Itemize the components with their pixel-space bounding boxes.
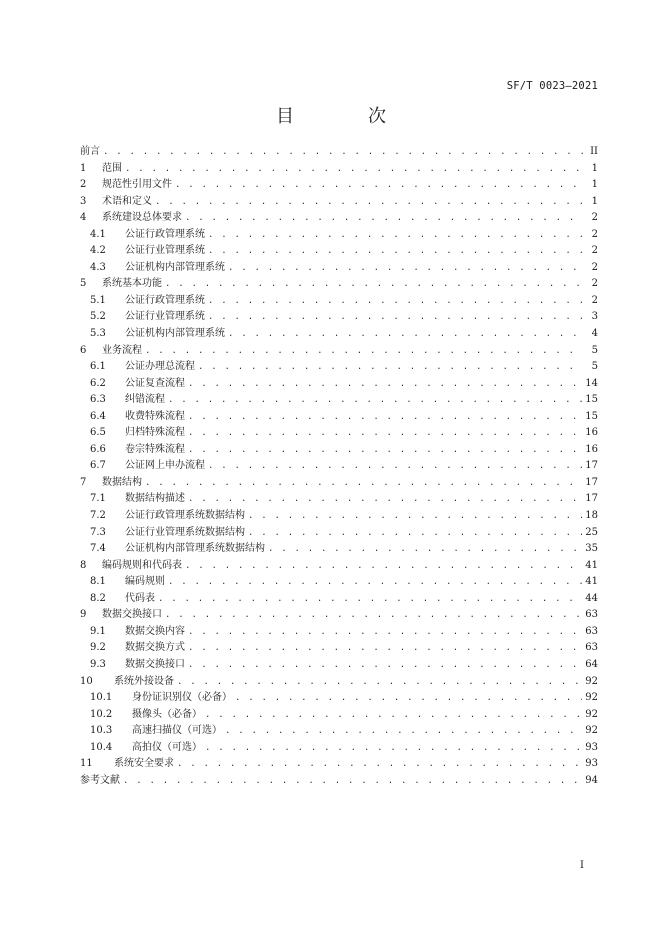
toc-entry-label: 系统外接设备	[114, 675, 174, 687]
toc-entry-label: 公证机构内部管理系统数据结构	[125, 543, 265, 555]
toc-entry-number: 6	[80, 344, 87, 356]
toc-entry-page: 2	[591, 294, 598, 306]
toc-dot-leader	[177, 674, 582, 691]
toc-dot-leader	[177, 756, 582, 773]
toc-entry-page: 63	[585, 625, 598, 637]
toc-entry-page: 15	[585, 410, 598, 422]
toc-dot-leader	[168, 574, 582, 591]
toc-entry-number: 6.4	[90, 410, 106, 422]
toc-entry[interactable]	[80, 161, 598, 178]
page-number: I	[580, 860, 584, 871]
toc-entry-page: 44	[585, 592, 598, 604]
toc-entry-page: 41	[585, 576, 598, 588]
toc-entry-page: 17	[585, 476, 598, 488]
toc-entry-page: 1	[591, 195, 598, 207]
toc-entry-label: 公证复查流程	[125, 377, 185, 389]
toc-entry[interactable]	[80, 458, 598, 475]
toc-entry-number: 4	[80, 212, 87, 224]
toc-entry-number: 9	[80, 609, 87, 621]
toc-entry-number: 10.4	[90, 741, 113, 753]
toc-dot-leader	[158, 591, 582, 608]
toc-entry-number: 6.3	[90, 394, 106, 406]
toc-entry-label: 编码规则	[125, 576, 165, 588]
toc-entry-page: 2	[591, 245, 598, 257]
toc-entry[interactable]	[80, 309, 598, 326]
toc-dot-leader	[145, 343, 583, 360]
toc-entry-page: 2	[591, 212, 598, 224]
toc-entry-page: 64	[585, 658, 598, 670]
toc-dot-leader	[188, 640, 582, 657]
toc-entry[interactable]	[80, 591, 598, 608]
toc-dot-leader	[198, 359, 583, 376]
toc-dot-leader	[235, 690, 582, 707]
toc-entry-page: 41	[585, 559, 598, 571]
toc-entry-label: 前言	[80, 146, 100, 157]
toc-entry[interactable]	[80, 326, 598, 343]
toc-dot-leader	[123, 773, 582, 790]
toc-entry-label: 数据交换方式	[125, 642, 185, 654]
toc-entry[interactable]	[80, 491, 598, 508]
toc-entry-page: 2	[591, 228, 598, 240]
toc-entry-label: 公证机构内部管理系统	[125, 328, 225, 340]
toc-entry-number: 10.3	[90, 725, 113, 737]
toc-entry-label: 公证行政管理系统	[125, 228, 205, 240]
toc-entry[interactable]	[80, 243, 598, 260]
toc-entry-number: 4.1	[90, 228, 106, 240]
toc-entry-page: 63	[585, 642, 598, 654]
toc-entry[interactable]	[80, 773, 598, 790]
toc-entry-number: 7.3	[90, 526, 106, 538]
toc-entry[interactable]	[80, 740, 598, 757]
toc-entry-page: 5	[591, 344, 598, 356]
toc-entry[interactable]	[80, 144, 598, 161]
toc-entry-page: 2	[591, 278, 598, 290]
toc-entry-label: 系统基本功能	[102, 278, 162, 290]
toc-dot-leader	[165, 607, 582, 624]
toc-dot-leader	[168, 392, 582, 409]
toc-entry-number: 5.3	[90, 328, 106, 340]
toc-entry-label: 公证行政管理系统数据结构	[125, 510, 245, 522]
toc-entry[interactable]	[80, 674, 598, 691]
toc-entry[interactable]	[80, 624, 598, 641]
toc-entry-number: 5.1	[90, 294, 106, 306]
toc-dot-leader	[188, 442, 582, 459]
toc-entry-label: 系统建设总体要求	[102, 212, 182, 224]
toc-dot-leader	[248, 508, 582, 525]
toc-entry[interactable]	[80, 359, 598, 376]
toc-entry-number: 7.2	[90, 510, 106, 522]
toc-entry-page: 92	[585, 708, 598, 720]
toc-entry-page: 92	[585, 675, 598, 687]
toc-entry-page: 35	[585, 543, 598, 555]
toc-entry[interactable]	[80, 756, 598, 773]
toc-entry-number: 6.2	[90, 377, 106, 389]
toc-entry[interactable]	[80, 210, 598, 227]
toc-dot-leader	[208, 227, 583, 244]
toc-entry[interactable]	[80, 640, 598, 657]
toc-dot-leader	[188, 376, 582, 393]
toc-entry[interactable]	[80, 558, 598, 575]
toc-dot-leader	[225, 723, 582, 740]
toc-entry-label: 公证行业管理系统	[125, 245, 205, 257]
toc-dot-leader	[188, 624, 582, 641]
toc-entry[interactable]	[80, 525, 598, 542]
toc-entry-number: 7.1	[90, 493, 106, 505]
toc-entry[interactable]	[80, 194, 598, 211]
toc-entry[interactable]	[80, 376, 598, 393]
toc-entry-number: 6.1	[90, 361, 106, 373]
toc-entry-label: 数据交换内容	[125, 625, 185, 637]
toc-entry-page: II	[590, 146, 598, 157]
toc-entry-page: 2	[591, 261, 598, 273]
toc-entry-page: 63	[585, 609, 598, 621]
toc-entry-page: 14	[585, 377, 598, 389]
toc-dot-leader	[165, 276, 583, 293]
toc-entry-number: 9.1	[90, 625, 106, 637]
toc-dot-leader	[185, 558, 582, 575]
toc-entry[interactable]	[80, 343, 598, 360]
toc-entry-label: 业务流程	[102, 344, 142, 356]
toc-entry-label: 范围	[102, 162, 122, 174]
toc-entry-label: 参考文献	[80, 774, 120, 786]
toc-dot-leader	[208, 243, 583, 260]
toc-entry[interactable]	[80, 425, 598, 442]
toc-dot-leader	[145, 475, 582, 492]
toc-entry-label: 公证办理总流程	[125, 361, 195, 373]
toc-entry-label: 公证行业管理系统数据结构	[125, 526, 245, 538]
toc-dot-leader	[188, 657, 582, 674]
toc-entry[interactable]	[80, 293, 598, 310]
toc-entry-page: 5	[591, 361, 598, 373]
toc-dot-leader	[188, 425, 582, 442]
toc-entry[interactable]	[80, 607, 598, 624]
toc-entry-number: 11	[80, 758, 93, 770]
toc-entry-label: 系统安全要求	[114, 758, 174, 770]
toc-entry-number: 4.3	[90, 261, 106, 273]
toc-dot-leader	[188, 409, 582, 426]
toc-entry-label: 公证行业管理系统	[125, 311, 205, 323]
toc-dot-leader	[208, 458, 582, 475]
toc-entry-label: 术语和定义	[102, 195, 152, 207]
toc-entry-label: 卷宗特殊流程	[125, 443, 185, 455]
toc-entry-page: 16	[585, 443, 598, 455]
toc-entry[interactable]	[80, 541, 598, 558]
document-code: SF/T 0023—2021	[506, 80, 598, 92]
toc-entry[interactable]	[80, 657, 598, 674]
toc-entry[interactable]	[80, 442, 598, 459]
toc-entry[interactable]	[80, 475, 598, 492]
toc-entry-number: 10.2	[90, 708, 113, 720]
toc-entry-label: 身份证识别仪（必备）	[132, 692, 232, 704]
toc-entry[interactable]	[80, 508, 598, 525]
toc-entry-label: 数据交换接口	[102, 609, 162, 621]
toc-dot-leader	[228, 260, 583, 277]
toc-entry-page: 17	[585, 460, 598, 472]
toc-entry[interactable]	[80, 707, 598, 724]
toc-entry[interactable]	[80, 574, 598, 591]
toc-entry-page: 4	[591, 328, 598, 340]
toc-entry-number: 10	[80, 675, 93, 687]
toc-entry-number: 8.2	[90, 592, 106, 604]
toc-entry-page: 15	[585, 394, 598, 406]
toc-entry-label: 代码表	[125, 592, 155, 604]
toc-dot-leader	[228, 326, 583, 343]
toc-dot-leader	[248, 525, 582, 542]
toc-entry-page: 17	[585, 493, 598, 505]
toc-entry-page: 93	[585, 741, 598, 753]
toc-entry-label: 公证机构内部管理系统	[125, 261, 225, 273]
toc-dot-leader	[103, 144, 583, 161]
toc-entry[interactable]	[80, 409, 598, 426]
toc-entry-label: 数据结构描述	[125, 493, 185, 505]
toc-entry-number: 5.2	[90, 311, 106, 323]
toc-dot-leader	[155, 194, 583, 211]
toc-entry-label: 高拍仪（可选）	[132, 741, 202, 753]
toc-entry-number: 4.2	[90, 245, 106, 257]
toc-dot-leader	[125, 161, 583, 178]
toc-entry-label: 纠错流程	[125, 394, 165, 406]
toc-entry-label: 摄像头（必备）	[132, 708, 202, 720]
toc-entry-page: 93	[585, 758, 598, 770]
toc-entry-label: 公证网上申办流程	[125, 460, 205, 472]
toc-dot-leader	[188, 491, 582, 508]
toc-entry-page: 16	[585, 427, 598, 439]
toc-entry-number: 8.1	[90, 576, 106, 588]
toc-entry-label: 规范性引用文件	[102, 179, 172, 191]
page-title: 目 次	[276, 106, 414, 127]
toc-entry[interactable]	[80, 392, 598, 409]
toc-entry-number: 9.2	[90, 642, 106, 654]
toc-dot-leader	[208, 293, 583, 310]
toc-dot-leader	[268, 541, 582, 558]
toc-entry-label: 收费特殊流程	[125, 410, 185, 422]
toc-entry[interactable]	[80, 227, 598, 244]
toc-entry[interactable]	[80, 276, 598, 293]
toc-entry-number: 6.5	[90, 427, 106, 439]
toc-dot-leader	[205, 707, 582, 724]
toc-entry-number: 10.1	[90, 692, 113, 704]
toc-entry-number: 6.6	[90, 443, 106, 455]
toc-entry-number: 6.7	[90, 460, 106, 472]
toc-entry-page: 1	[591, 162, 598, 174]
toc-entry-label: 归档特殊流程	[125, 427, 185, 439]
toc-dot-leader	[175, 177, 583, 194]
toc-entry-label: 数据结构	[102, 476, 142, 488]
toc-entry-page: 94	[585, 774, 598, 786]
toc-entry-label: 高速扫描仪（可选）	[132, 725, 222, 737]
toc-entry-number: 3	[80, 195, 87, 207]
toc-entry-page: 92	[585, 692, 598, 704]
toc-entry-page: 92	[585, 725, 598, 737]
toc-dot-leader	[205, 740, 582, 757]
toc-entry[interactable]	[80, 177, 598, 194]
toc-entry-number: 7.4	[90, 543, 106, 555]
toc-entry[interactable]	[80, 690, 598, 707]
toc-entry-label: 公证行政管理系统	[125, 294, 205, 306]
table-of-contents	[80, 144, 598, 789]
toc-entry-page: 18	[585, 510, 598, 522]
toc-dot-leader	[208, 309, 583, 326]
toc-entry-page: 1	[591, 179, 598, 191]
toc-entry-label: 数据交换接口	[125, 658, 185, 670]
toc-entry-number: 7	[80, 476, 87, 488]
toc-entry[interactable]	[80, 723, 598, 740]
toc-entry-number: 2	[80, 179, 87, 191]
toc-entry-number: 1	[80, 162, 87, 174]
toc-entry-label: 编码规则和代码表	[102, 559, 182, 571]
toc-entry-page: 25	[585, 526, 598, 538]
toc-entry-number: 5	[80, 278, 87, 290]
toc-dot-leader	[185, 210, 583, 227]
toc-entry-page: 3	[591, 311, 598, 323]
toc-entry-number: 9.3	[90, 658, 106, 670]
toc-entry-number: 8	[80, 559, 87, 571]
toc-entry[interactable]	[80, 260, 598, 277]
